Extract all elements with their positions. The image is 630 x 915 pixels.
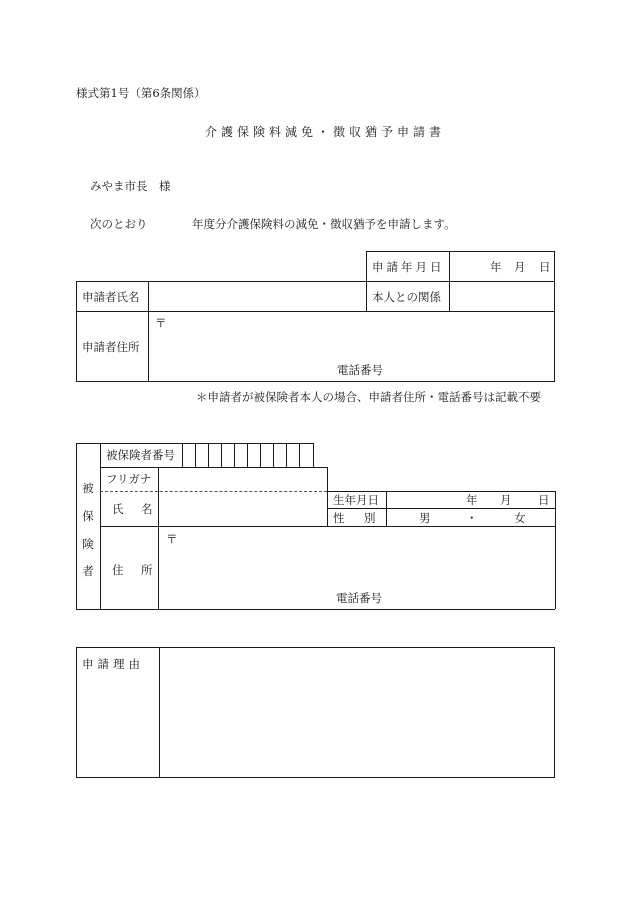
insured-side-label-1: 被 bbox=[82, 481, 94, 495]
insured-name-label: 氏 名 bbox=[112, 502, 156, 516]
furigana-field[interactable] bbox=[159, 468, 326, 490]
note-text: ＊申請者が被保険者本人の場合、申請者住所・電話番号は記載不要 bbox=[196, 390, 541, 404]
addressee: みやま市長 様 bbox=[90, 179, 171, 193]
form-number: 様式第1号（第6条関係） bbox=[76, 86, 206, 100]
birth-date-label: 生年月日 bbox=[333, 493, 379, 507]
gender-separator: ・ bbox=[466, 511, 478, 525]
applicant-address-label: 申請者住所 bbox=[82, 340, 140, 354]
insured-address-label: 住 所 bbox=[112, 563, 156, 577]
intro-text-right: 年度分介護保険料の減免・徴収猶予を申請します。 bbox=[192, 217, 456, 231]
insured-number-label: 被保険者番号 bbox=[106, 448, 175, 462]
reason-label: 申請理由 bbox=[82, 657, 144, 671]
insured-number-field[interactable] bbox=[183, 444, 312, 466]
reason-field[interactable] bbox=[160, 648, 554, 777]
insured-side-label-4: 者 bbox=[82, 564, 94, 578]
gender-male-option[interactable]: 男 bbox=[419, 511, 431, 525]
insured-postal-mark: 〒 bbox=[166, 532, 178, 546]
intro-text-left: 次のとおり bbox=[90, 217, 148, 231]
gender-label: 性 別 bbox=[333, 511, 380, 525]
insured-phone-label: 電話番号 bbox=[336, 591, 382, 605]
document-title: 介護保険料減免・徴収猶予申請書 bbox=[205, 125, 446, 139]
furigana-label: フリガナ bbox=[106, 472, 152, 486]
relation-label: 本人との関係 bbox=[372, 290, 441, 304]
birth-date-year: 年 bbox=[466, 493, 478, 507]
application-date-day: 日 bbox=[539, 260, 551, 274]
insured-side-label-2: 保 bbox=[82, 509, 94, 523]
application-date-year: 年 bbox=[490, 260, 502, 274]
insured-side-label-3: 険 bbox=[82, 537, 94, 551]
gender-female-option[interactable]: 女 bbox=[514, 511, 526, 525]
application-date-label: 申請年月日 bbox=[372, 260, 445, 274]
applicant-postal-mark: 〒 bbox=[155, 316, 167, 330]
applicant-name-label: 申請者氏名 bbox=[82, 290, 140, 304]
applicant-phone-label: 電話番号 bbox=[337, 363, 383, 377]
application-date-month: 月 bbox=[514, 260, 526, 274]
birth-date-day: 日 bbox=[538, 493, 550, 507]
insured-name-field[interactable] bbox=[159, 492, 326, 525]
birth-date-month: 月 bbox=[500, 493, 512, 507]
